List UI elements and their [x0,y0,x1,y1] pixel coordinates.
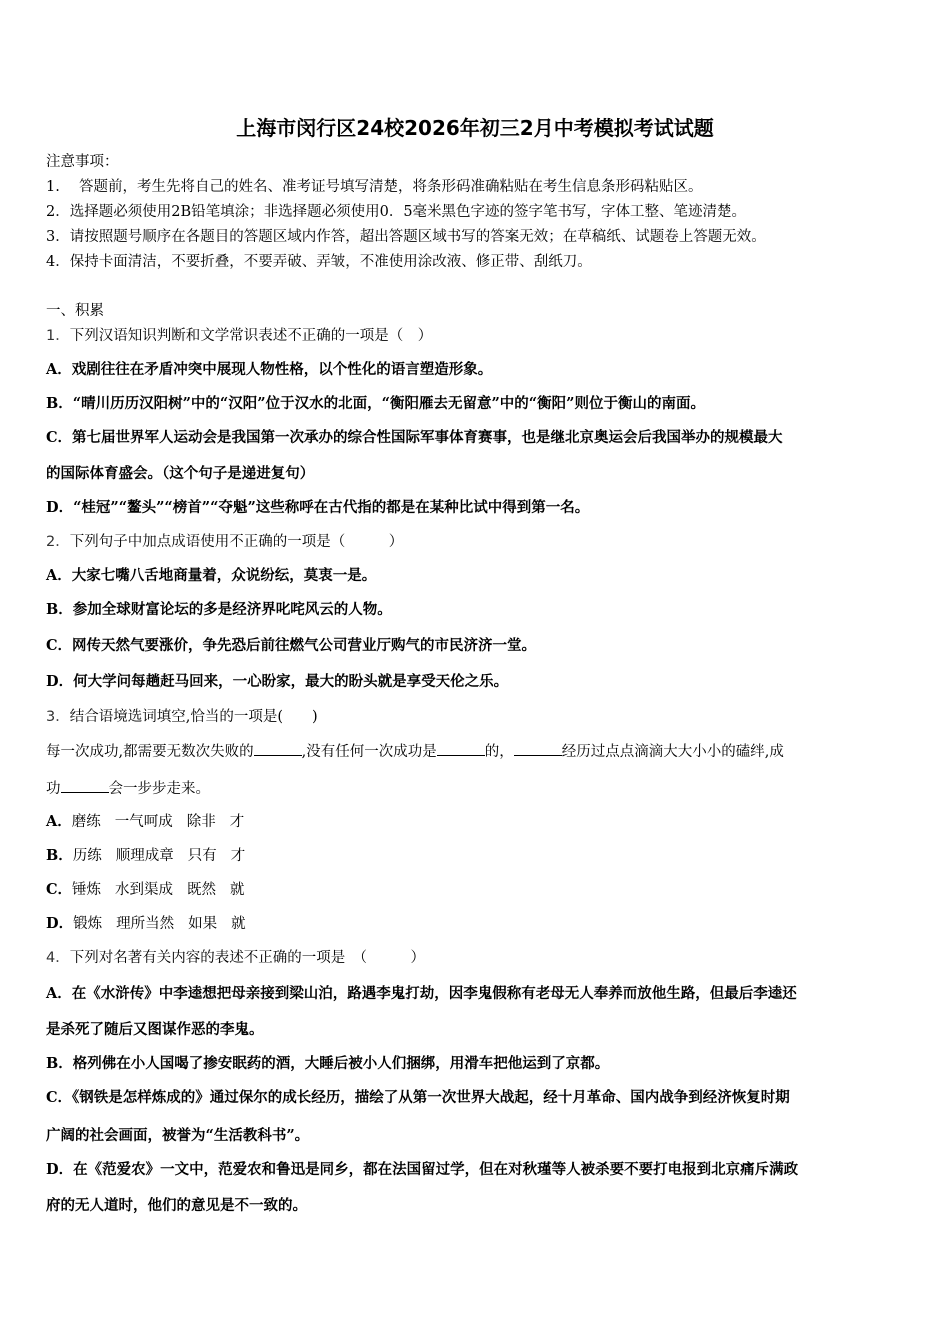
option-word: 除非 [186,814,216,830]
notice-item-1: 1. 答题前，考生先将自己的姓名、准考证号填写清楚，将条形码准确粘贴在考生信息条形码粘贴区。 [46,179,703,195]
passage-text: 功 [46,781,61,797]
question-4-option-d-line1: D．在《范爱农》一文中，范爱农和鲁迅是同乡，都在法国留过学，但在对秋瑾等人被杀要不要打电报到北京痛斥满政 [46,1161,799,1178]
question-3-passage-line1 [46,741,784,762]
question-4-option-d-line2: 府的无人道时，他们的意见是不一致的。 [46,1197,307,1214]
option-word: 一气呵成 [114,814,173,830]
question-2-option-b: B．参加全球财富论坛的多是经济界叱咤风云的人物。 [46,601,392,618]
option-label: B． [46,847,73,864]
question-text: 结合语境选词填空,恰当的一项是( ) [69,709,318,725]
question-4-option-c-line2: 广阔的社会画面，被誉为“生活教科书”。 [46,1127,310,1144]
option-word: 磨练 [71,814,101,830]
notice-item-4: 4．保持卡面清洁，不要折叠，不要弄破、弄皱，不准使用涂改液、修正带、刮纸刀。 [46,254,592,270]
question-1-option-d: D．“桂冠”“鳌头”“榜首”“夺魁”这些称呼在古代指的都是在某种比试中得到第一名。 [46,499,590,516]
section-heading: 一、积累 [46,303,104,319]
fill-blank [437,741,485,756]
question-4-option-a-line1: A．在《水浒传》中李逵想把母亲接到梁山泊，路遇李鬼打劫，因李鬼假称有老母无人奉养而放他生路，但最后李逵还 [46,985,797,1002]
question-1-stem [46,326,432,346]
question-2-stem [46,532,403,552]
option-word: 如果 [188,916,218,932]
notice-heading: 注意事项： [46,154,119,170]
passage-text: ,没有任何一次成功是 [301,744,437,760]
notice-item-2: 2．选择题必须使用2B铅笔填涂；非选择题必须使用0．5毫米黑色字迹的签字笔书写，字体工整、笔迹清楚。 [46,204,747,220]
question-4-option-c-line1: C．《钢铁是怎样炼成的》通过保尔的成长经历，描绘了从第一次世界大战起，经十月革命、国内战争到经济恢复时期 [46,1089,790,1106]
question-text: 下列句子中加点成语使用不正确的一项是（ ） [69,534,404,550]
question-2-option-c: C．网传天然气要涨价，争先恐后前往燃气公司营业厅购气的市民济济一堂。 [46,637,537,654]
page-title: 上海市闵行区24校2026年初三2月中考模拟考试试题 [236,116,714,140]
question-number: 2． [46,534,70,550]
option-word: 才 [230,848,246,864]
question-number: 3． [46,709,70,725]
fill-blank [514,741,562,756]
option-word: 就 [230,882,245,898]
option-word: 锤炼 [72,882,102,898]
option-word: 顺理成章 [115,848,174,864]
option-word: 只有 [187,848,217,864]
question-3-stem [46,707,318,727]
option-word: 水到渠成 [115,882,174,898]
option-label: D． [46,915,74,932]
notice-item-3: 3．请按照题号顺序在各题目的答题区域内作答，超出答题区域书写的答案无效；在草稿纸、试题卷上答题无效。 [46,229,766,245]
question-text: 下列汉语知识判断和文学常识表述不正确的一项是（ ） [69,328,433,344]
option-label: C． [46,881,73,898]
question-3-passage-line2 [46,778,210,799]
option-word: 历练 [72,848,102,864]
question-3-option-b [46,846,245,866]
option-word: 就 [231,916,246,932]
question-2-option-a: A．大家七嘴八舌地商量着，众说纷纭，莫衷一是。 [46,567,377,584]
question-4-stem [46,948,425,968]
question-1-option-a: A．戏剧往往在矛盾冲突中展现人物性格，以个性化的语言塑造形象。 [46,361,493,378]
question-4-option-b: B．格列佛在小人国喝了掺安眠药的酒，大睡后被小人们捆绑，用滑车把他运到了京都。 [46,1055,610,1072]
fill-blank [61,778,109,793]
question-number: 1． [46,328,70,344]
question-1-option-c-line2: 的国际体育盛会。（这个句子是递进复句） [46,465,315,482]
option-word: 既然 [187,882,217,898]
question-3-option-d [46,914,246,934]
passage-text: 每一次成功,都需要无数次失败的 [46,744,254,760]
passage-text: 经历过点点滴滴大大小小的磕绊,成 [561,744,784,760]
option-word: 才 [229,814,245,830]
option-label: A． [46,813,72,830]
question-4-option-a-line2: 是杀死了随后又图谋作恶的李鬼。 [46,1021,264,1038]
question-2-option-d: D．何大学问每趟赶马回来，一心盼家，最大的盼头就是享受天伦之乐。 [46,673,509,690]
question-1-option-c-line1: C．第七届世界军人运动会是我国第一次承办的综合性国际军事体育赛事，也是继北京奥运会后我国举办的规模最大 [46,429,783,446]
question-3-option-a [46,812,244,832]
question-number: 4． [46,950,70,966]
question-text: 下列对名著有关内容的表述不正确的一项是 （ ） [69,950,425,966]
fill-blank [254,741,302,756]
option-word: 锻炼 [73,916,103,932]
passage-text: 的， [484,744,514,760]
passage-text: 会一步步走来。 [108,781,210,797]
question-1-option-b: B．“晴川历历汉阳树”中的“汉阳”位于汉水的北面，“衡阳雁去无留意”中的“衡阳”则位于衡山的南面。 [46,395,705,412]
question-3-option-c [46,880,245,900]
option-word: 理所当然 [116,916,175,932]
